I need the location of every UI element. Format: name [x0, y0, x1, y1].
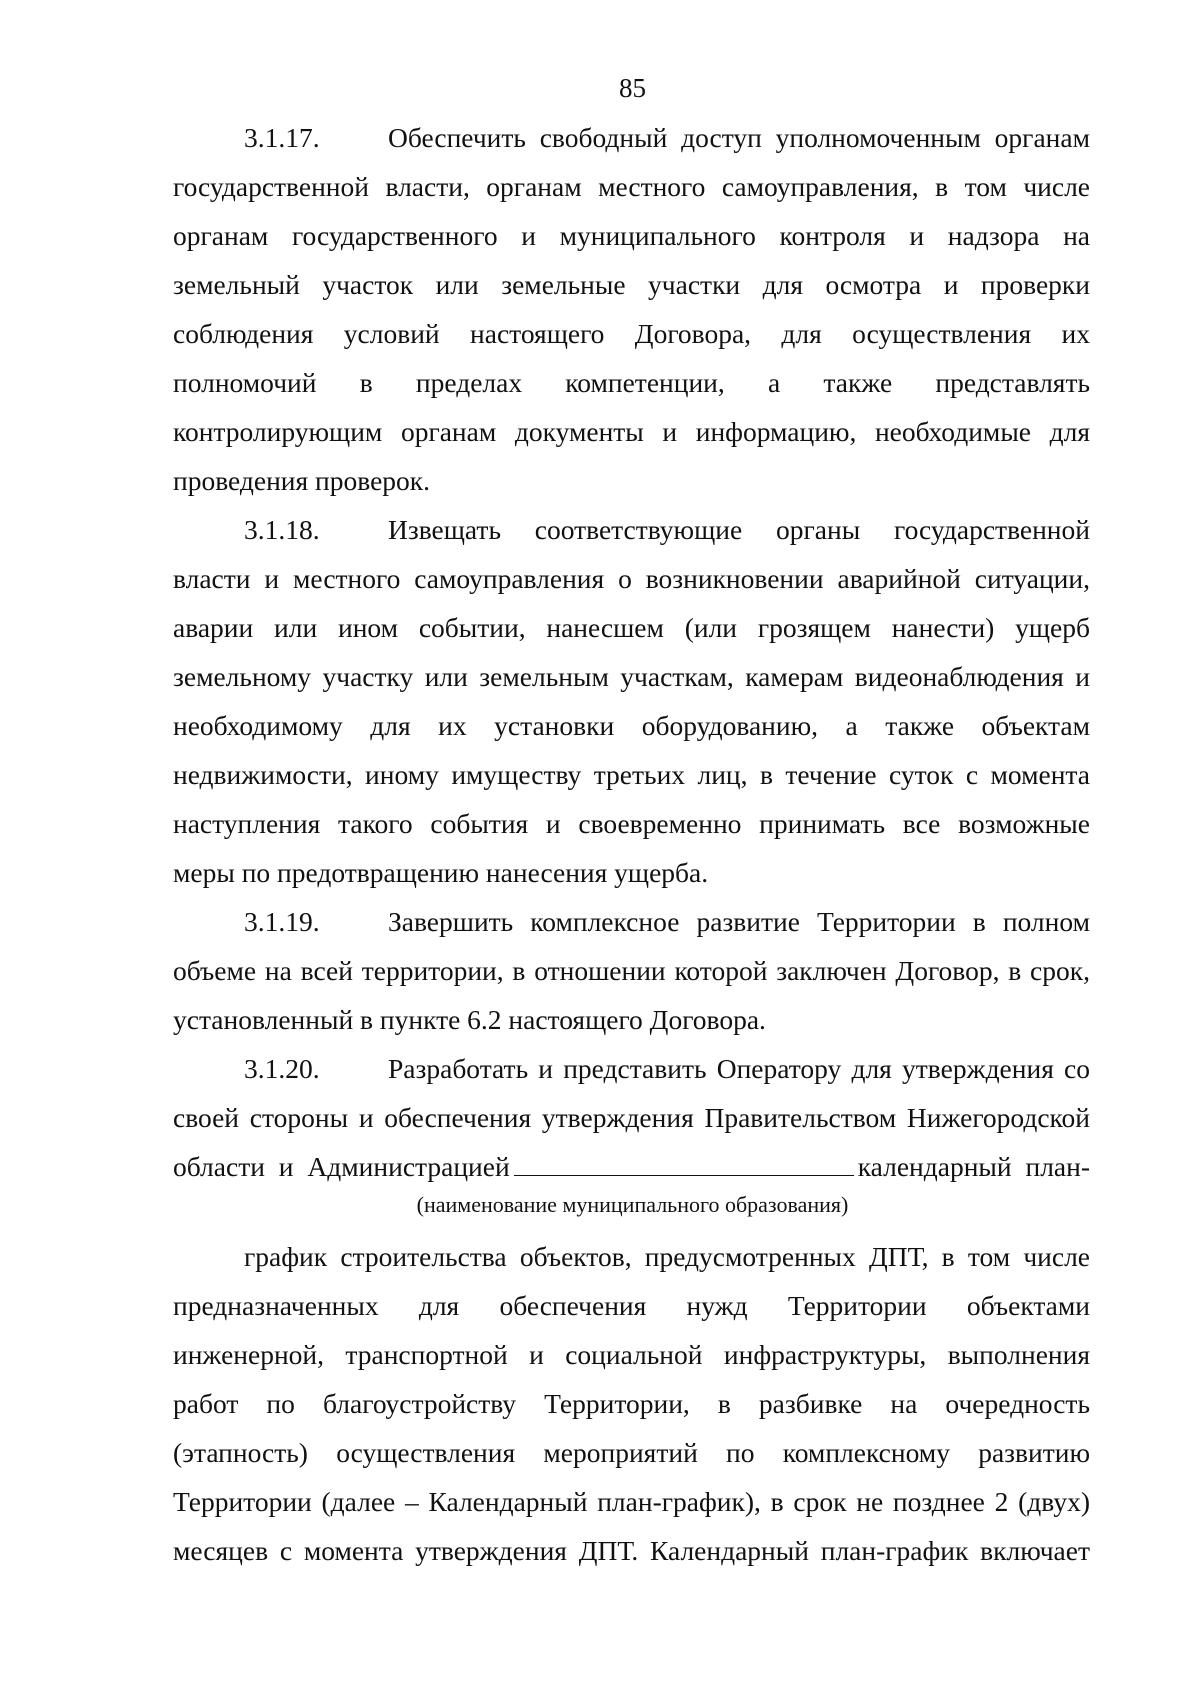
page-number: 85 — [619, 73, 646, 103]
paragraph-line — [173, 113, 1090, 162]
paragraph-line: органам государственного и муниципального контроля и надзора на — [173, 220, 1090, 251]
paragraph-line: месяцев с момента утверждения ДПТ. Календарный план-график включает — [173, 1535, 1090, 1566]
paragraph-line: государственной власти, органам местного самоуправления, в том числе — [173, 171, 1090, 202]
paragraph-3-1-19 — [173, 897, 1090, 1044]
paragraph-line — [173, 1044, 1090, 1093]
clause-text: Обеспечить свободный доступ уполномоченным органам — [388, 122, 1090, 153]
clause-number: 3.1.17. — [244, 122, 320, 153]
clause-text: график строительства объектов, предусмотренных ДПТ, в том числе — [244, 1241, 1090, 1272]
clause-text: Завершить комплексное развитие Территории в полном — [388, 906, 1090, 937]
paragraph-line: установленный в пункте 6.2 настоящего Договора. — [173, 1004, 766, 1035]
clause-text: области и Администрацией — [173, 1151, 510, 1182]
paragraph-line: проведения проверок. — [173, 465, 431, 496]
paragraph-line: недвижимости, иному имуществу третьих лиц, в течение суток с момента — [173, 759, 1090, 790]
paragraph-line: Территории (далее – Календарный план-график), в срок не позднее 2 (двух) — [173, 1486, 1090, 1517]
clause-number: 3.1.19. — [244, 906, 320, 937]
blank-caption: (наименование муниципального образования) — [416, 1192, 849, 1217]
paragraph-line: власти и местного самоуправления о возникновении аварийной ситуации, — [173, 563, 1090, 594]
clause-number: 3.1.18. — [244, 514, 320, 545]
paragraph-line: земельный участок или земельные участки для осмотра и проверки — [173, 269, 1090, 300]
paragraph-line — [173, 897, 1090, 946]
paragraph-line: объеме на всей территории, в отношении которой заключен Договор, в срок, — [173, 955, 1090, 986]
paragraph-3-1-17 — [173, 113, 1090, 505]
paragraph-line — [173, 1232, 1090, 1281]
clause-number: 3.1.20. — [244, 1053, 320, 1084]
paragraph-line: меры по предотвращению нанесения ущерба. — [173, 857, 709, 888]
paragraph-3-1-18 — [173, 505, 1090, 897]
clause-text: Разработать и представить Оператору для утверждения со — [388, 1053, 1090, 1084]
paragraph-line: необходимому для их установки оборудованию, а также объектам — [173, 710, 1090, 741]
paragraph-line: предназначенных для обеспечения нужд Территории объектами — [173, 1290, 1090, 1321]
paragraph-line: аварии или ином событии, нанесшем (или грозящем нанести) ущерб — [173, 612, 1090, 643]
paragraph-line — [173, 505, 1090, 554]
paragraph-line: контролирующим органам документы и информацию, необходимые для — [173, 416, 1090, 447]
paragraph-3-1-20 — [173, 1044, 1090, 1191]
clause-text: Извещать соответствующие органы государственной — [388, 514, 1090, 545]
paragraph-line: своей стороны и обеспечения утверждения Правительством Нижегородской — [173, 1102, 1090, 1133]
paragraph-line: соблюдения условий настоящего Договора, для осуществления их — [173, 318, 1090, 349]
paragraph-line: земельному участку или земельным участкам, камерам видеонаблюдения и — [173, 661, 1090, 692]
paragraph-line: наступления такого события и своевременно принимать все возможные — [173, 808, 1090, 839]
clause-text: календарный план- — [857, 1151, 1091, 1182]
paragraph-line: (этапность) осуществления мероприятий по комплексному развитию — [173, 1437, 1090, 1468]
paragraph-line: полномочий в пределах компетенции, а также представлять — [173, 367, 1090, 398]
paragraph-line — [173, 1142, 1090, 1191]
paragraph-continuation — [173, 1232, 1090, 1575]
fill-in-blank-line — [514, 1153, 854, 1176]
paragraph-line: инженерной, транспортной и социальной инфраструктуры, выполнения — [173, 1339, 1090, 1370]
paragraph-line: работ по благоустройству Территории, в разбивке на очередность — [173, 1388, 1090, 1419]
